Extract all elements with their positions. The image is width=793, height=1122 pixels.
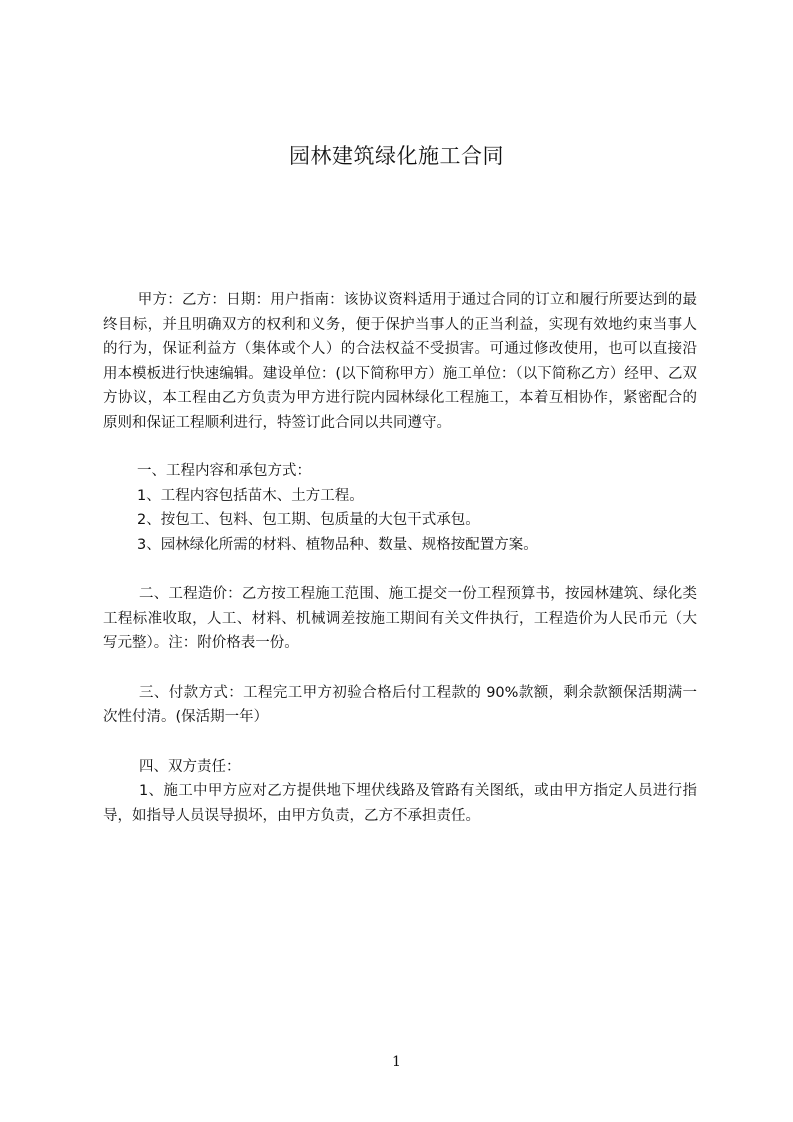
section-4-heading: 四、双方责任： xyxy=(139,758,241,775)
section-1-item: 2、按包工、包料、包工期、包质量的大包干式承包。 xyxy=(137,512,480,528)
section-3-paragraph: 三、付款方式：工程完工甲方初验合格后付工程款的 90%款额，剩余款额保活期满一次性付清。(保活期一年） xyxy=(103,684,697,725)
document-body xyxy=(103,288,697,828)
section-4-item: 1、施工中甲方应对乙方提供地下埋伏线路及管路有关图纸，或由甲方指定人员进行指导，如指导人员误导损坏，由甲方负责，乙方不承担责任。 xyxy=(103,783,697,824)
intro-paragraph: 甲方：乙方：日期：用户指南：该协议资料适用于通过合同的订立和履行所要达到的最终目标，并且明确双方的权利和义务，便于保护当事人的正当利益，实现有效地约束当事人的行为，保证利益方（集体或个人）的合法权益不受损害。可通过修改使用，也可以直接沿用本模板进行快速编辑。建设单位：(以下简称甲方）施工单位：（以下简称乙方）经甲、乙双方协议，本工程由乙方负责为甲方进行院内园林绿化工程施工，本着互相协作，紧密配合的原则和保证工程顺利进行，特签订此合同以共同遵守。 xyxy=(103,292,697,431)
section-2-paragraph: 二、工程造价：乙方按工程施工范围、施工提交一份工程预算书，按园林建筑、绿化类工程标准收取，人工、材料、机械调差按施工期间有关文件执行，工程造价为人民币元（大写元整）。注：附价格表一份。 xyxy=(103,586,697,651)
section-1-item: 3、园林绿化所需的材料、植物品种、数量、规格按配置方案。 xyxy=(137,536,538,553)
page-number: 1 xyxy=(392,1054,401,1070)
document-title: 园林建筑绿化施工合同 xyxy=(289,144,504,168)
section-1-item: 1、工程内容包括苗木、土方工程。 xyxy=(137,487,364,504)
section-1-heading: 一、工程内容和承包方式： xyxy=(137,463,311,479)
